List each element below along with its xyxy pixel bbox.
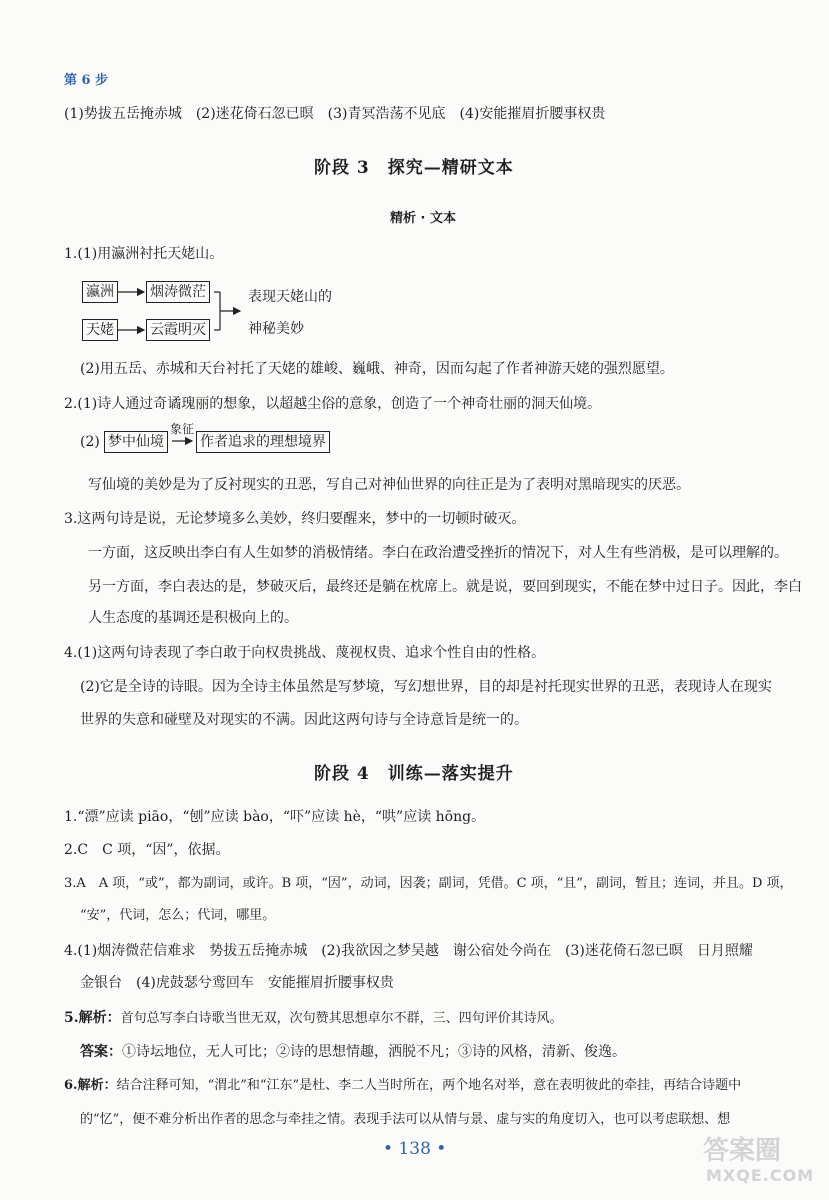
analysis-label-6: 6.解析： <box>64 1078 117 1093</box>
step6-answers: (1)势拔五岳掩赤城 (2)迷花倚石忽已暝 (3)青冥浩荡不见底 (4)安能摧眉折腰事权贵 <box>64 106 606 122</box>
q4-part2: (2)它是全诗的诗眼。因为全诗主体虽然是写梦境，写幻想世界，目的却是衬托现实世界的丑恶，表现诗人在现实 <box>80 679 772 695</box>
q2-part3: 写仙境的美妙是为了反衬现实的丑恶，写自己对神仙世界的向往正是为了表明对黑暗现实的厌恶。 <box>88 477 690 493</box>
watermark-logo: 答案圈 <box>703 1136 782 1166</box>
q2-part1: 2.(1)诗人通过奇谲瑰丽的想象，以超越尘俗的意象，创造了一个神奇壮丽的洞天仙境。 <box>64 396 602 412</box>
stage4-answer-5 <box>64 1008 563 1029</box>
page-number: • 138 • <box>383 1139 447 1159</box>
q3-line2: 一方面，这反映出李白有人生如梦的消极情绪。李白在政治遭受挫折的情况下，对人生有些消极，是可以理解的。 <box>88 545 788 561</box>
diagram-box-yantao: 烟涛微茫 <box>146 281 210 303</box>
q1-part1: 1.(1)用瀛洲衬托天姥山。 <box>64 246 224 262</box>
diagram-result-line2: 神秘美妙 <box>248 321 304 337</box>
q2-arrow-label: 象征 <box>170 422 195 436</box>
q3-line1: 3.这两句诗是说，无论梦境多么美妙，终归要醒来，梦中的一切顿时破灭。 <box>64 511 526 527</box>
diagram-box-yingzhou: 瀛洲 <box>82 281 118 303</box>
stage4-answer-1: 1.“漂”应读 piāo，“刨”应读 bào，“吓”应读 hè，“哄”应读 hōng。 <box>64 809 486 825</box>
stage4-answer-3-line1: 3.A A 项，“或”，都为副词，或许。B 项，“因”，动词，因袭；副词，凭借。C 项，“且”，副词，暂且；连词，并且。D 项， <box>64 876 793 891</box>
stage3-subheading: 精析 · 文本 <box>390 211 456 226</box>
answer-text: ①诗坛地位，无人可比；②诗的思想情趣，洒脱不凡；③诗的风格，清新、俊逸。 <box>122 1044 626 1060</box>
q4-part3: 世界的失意和碰壁及对现实的不满。因此这两句诗与全诗意旨是统一的。 <box>80 712 528 728</box>
diagram-result-line1: 表现天姥山的 <box>248 289 332 305</box>
watermark-url: MXQE.COM <box>706 1166 815 1185</box>
stage4-answer-6-line1 <box>64 1076 741 1096</box>
q3-line4: 人生态度的基调还是积极向上的。 <box>88 610 298 626</box>
stage3-heading: 阶段 3 探究—精研文本 <box>314 158 514 178</box>
q4-part1: 4.(1)这两句诗表现了李白敢于向权贵挑战、蔑视权贵、追求个性自由的性格。 <box>64 645 546 661</box>
q2-box-dream: 梦中仙境 <box>104 431 168 453</box>
analysis-text: 首句总写李白诗歌当世无双，次句赞其思想卓尔不群，三、四句评价其诗风。 <box>120 1011 563 1026</box>
q2-box-ideal: 作者追求的理想境界 <box>196 431 330 453</box>
q3-line3: 另一方面，李白表达的是，梦破灭后，最终还是躺在枕席上。就是说，要回到现实，不能在梦中过日子。因此，李白 <box>88 579 802 595</box>
q1-part2: (2)用五岳、赤城和天台衬托了天姥的雄峻、巍峨、神奇，因而勾起了作者神游天姥的强烈愿望。 <box>80 361 674 377</box>
stage4-answer-4-line2: 金银台 (4)虎鼓瑟兮鸾回车 安能摧眉折腰事权贵 <box>80 975 394 991</box>
stage4-answer-2: 2.C C 项，“因”，依据。 <box>64 842 230 858</box>
answer-label: 答案： <box>80 1044 122 1060</box>
analysis-label: 5.解析： <box>64 1010 121 1026</box>
stage4-answer-3-line2: “安”，代词，怎么；代词，哪里。 <box>80 908 276 923</box>
diagram-box-tianmu: 天姥 <box>82 319 118 341</box>
stage4-answer-6-line2: 的“忆”，便不难分析出作者的思念与牵挂之情。表现手法可以从情与景、虚与实的角度切入，也可以考虑联想、想 <box>80 1112 731 1127</box>
q2-part2-prefix: (2) <box>80 434 100 450</box>
analysis-text-6: 结合注释可知，“渭北”和“江东”是杜、李二人当时所在，两个地名对举，意在表明彼此的牵挂，再结合诗题中 <box>116 1078 742 1093</box>
stage4-answer-5-key <box>80 1042 626 1062</box>
stage4-answer-4-line1: 4.(1)烟涛微茫信难求 势拔五岳掩赤城 (2)我欲因之梦吴越 谢公宿处今尚在 (3)迷花倚石忽已暝 日月照耀 <box>64 943 753 959</box>
stage4-heading: 阶段 4 训练—落实提升 <box>314 764 514 784</box>
step6-title: 第 6 步 <box>64 73 109 88</box>
diagram-box-yunxia: 云霞明灭 <box>146 319 210 341</box>
